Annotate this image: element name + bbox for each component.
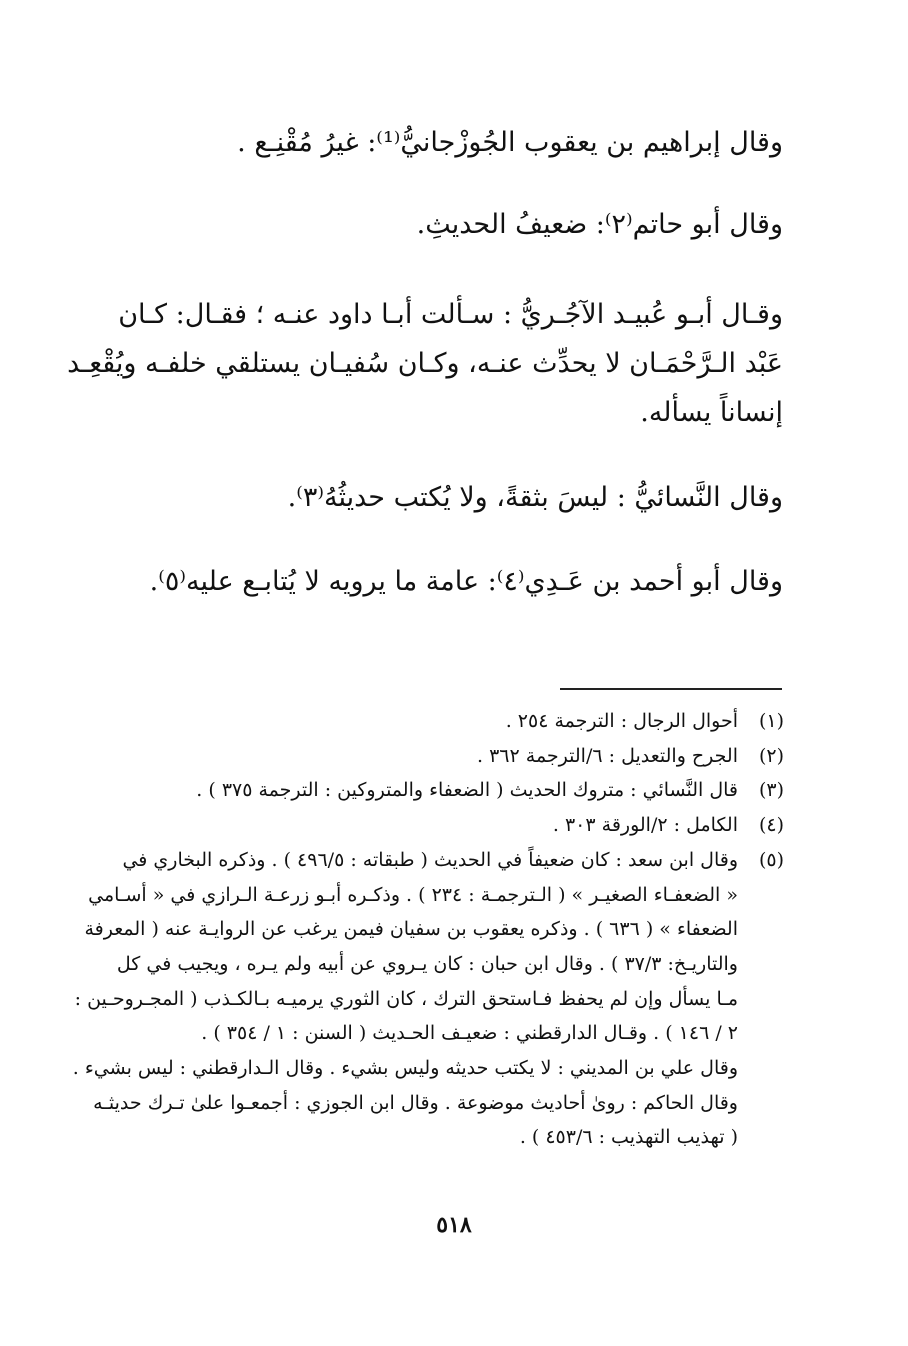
- footnote-line: وقال علي بن المديني : لا يكتب حديثه وليس بشيء . وقال الـدارقطني : ليس بشيء .: [72, 1057, 738, 1080]
- footnote-number: (٣): [758, 779, 784, 802]
- footnote-line: ( تهذيب التهذيب : ٤٥٣/٦ ) .: [519, 1126, 738, 1149]
- footnote-line: الضعفاء » ( ٦٣٦ ) . وذكره يعقوب بن سفيان فيمن يرغب عن الروايـة عنه ( المعرفة: [84, 918, 738, 941]
- footnotes: [72, 704, 784, 1155]
- paragraph-line: إنساناً يسأله.: [640, 397, 783, 428]
- paragraph-line: عَبْد الـرَّحْمَـان لا يحدِّث عنـه، وكـان سُفيـان يستلقي خلفـه ويُقْعِـد: [67, 348, 783, 379]
- footnote-text: [80, 739, 738, 774]
- footnote-line: وقال الحاكم : روىٰ أحاديث موضوعة . وقال ابن الجوزي : أجمعـوا علىٰ تـرك حديثـه: [93, 1091, 738, 1114]
- footnote-number: (١): [758, 710, 784, 732]
- footnote-2: [80, 739, 784, 774]
- footnote-line: أحوال الرجال : الترجمة ٢٥٤ .: [505, 710, 738, 732]
- footnote-line: الكامل : ٢/الورقة ٣٠٣ .: [552, 814, 738, 837]
- footnote-line: والتاريـخ: ٣٧/٣ ) . وقال ابن حبان : كان يـروي عن أبيه ولم يـره ، ويجيب في كل: [116, 952, 738, 975]
- footnote-separator: [560, 688, 782, 690]
- footnote-text: [80, 773, 738, 808]
- page-number: ٥١٨: [436, 1212, 472, 1238]
- footnote-line: قال النَّسائي : متروك الحديث ( الضعفاء والمتروكين : الترجمة ٣٧٥ ) .: [196, 779, 738, 802]
- footnote-4: [80, 808, 784, 843]
- main-line-jawzajani: وقال إبراهيم بن يعقوب الجُوزْجانيُّ⁽¹⁾: غيرُ مُقْنِـع .: [237, 127, 783, 158]
- footnote-line: مـا يسأل وإن لم يحفظ فـاستحق الترك ، كان الثوري يرميـه بـالكـذب ( المجـروحـين :: [74, 987, 738, 1010]
- footnote-1: [80, 704, 784, 739]
- footnote-number: (٤): [758, 814, 784, 837]
- footnote-3: [80, 773, 784, 808]
- main-line-abu-hatim: وقال أبو حاتم⁽٢⁾: ضعيفُ الحديثِ.: [416, 209, 783, 240]
- footnote-line: وقال ابن سعد : كان ضعيفاً في الحديث ( طبقاته : ٤٩٦/٥ ) . وذكره البخاري في: [122, 848, 738, 871]
- footnote-text: [72, 843, 738, 1155]
- footnote-line: الجرح والتعديل : ٦/الترجمة ٣٦٢ .: [477, 744, 738, 767]
- footnote-5: [72, 843, 784, 1155]
- footnote-line: ٢ / ١٤٦ ) . وقـال الدارقطني : ضعيـف الحـديث ( السنن : ١ / ٣٥٤ ) .: [201, 1022, 738, 1045]
- footnote-number: (٢): [758, 744, 784, 767]
- main-line-nasai: وقال النَّسائيُّ : ليسَ بثقةً، ولا يُكتب حديثُهُ⁽٣⁾.: [287, 482, 783, 513]
- footnote-text: [80, 808, 738, 843]
- footnote-text: [80, 704, 738, 739]
- footnote-line: « الضعفـاء الصغيـر » ( الـترجمـة : ٢٣٤ ) . وذكـره أبـو زرعـة الـرازي في « أسـامي: [88, 883, 738, 906]
- paragraph-line: وقـال أبـو عُبيـد الآجُـريُّ : سـألت أبـا داود عنـه ؛ فقـال: كـان: [118, 299, 783, 330]
- main-line-ibn-adi: وقال أبو أحمد بن عَـدِي⁽٤⁾: عامة ما يرويه لا يُتابـع عليه⁽٥⁾.: [149, 566, 783, 597]
- footnote-number: (٥): [758, 848, 784, 871]
- main-paragraph-ajurri: [67, 290, 783, 437]
